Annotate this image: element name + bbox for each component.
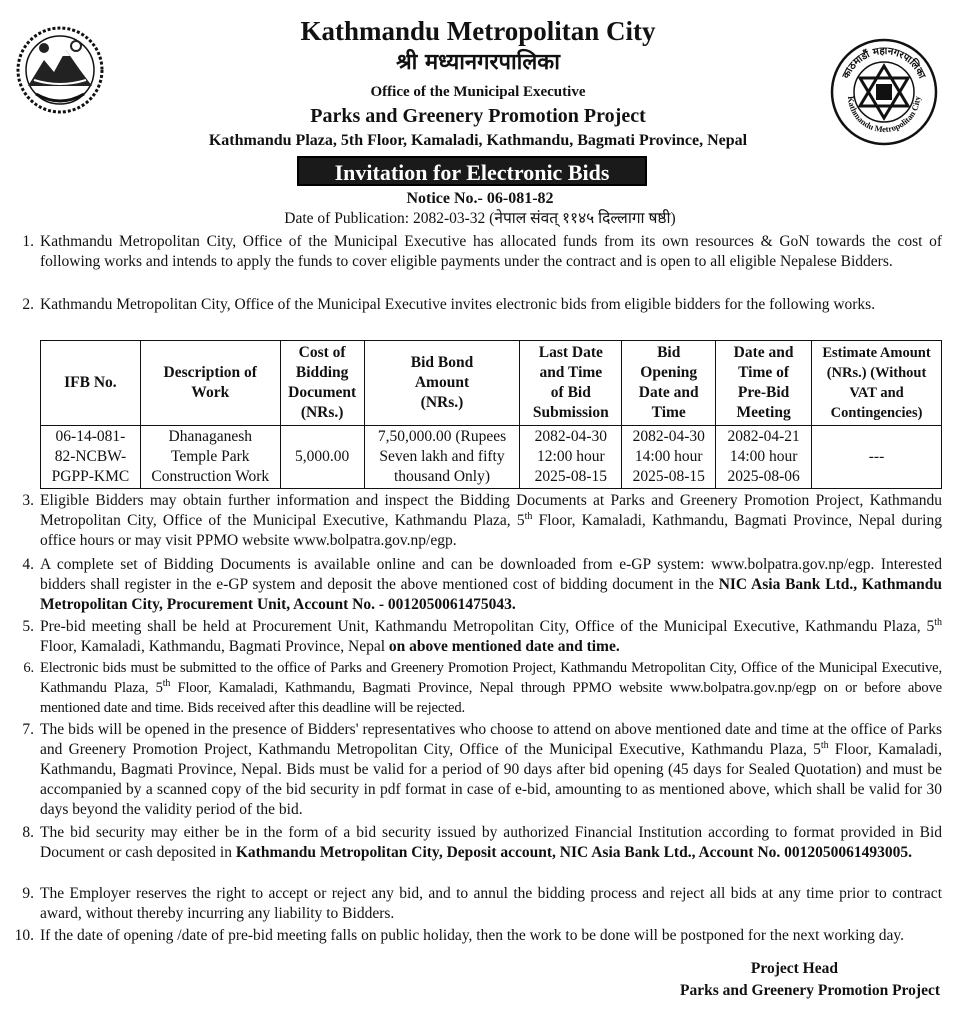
signatory-title: Project Head: [750, 960, 838, 977]
clause-number: 10.: [14, 927, 34, 944]
cell-ifb-no: 06-14-081- 82-NCBW- PGPP-KMC: [41, 426, 141, 489]
kmc-seal-icon: [828, 36, 940, 148]
cell-prebid: 2082-04-21 14:00 hour 2025-08-06: [716, 426, 812, 489]
cell-estimate: ---: [812, 426, 942, 489]
header-estimate: Estimate Amount (NRs.) (Without VAT and Contingencies): [812, 341, 942, 426]
table-row: [41, 426, 942, 489]
clause-text: Kathmandu Metropolitan City, Office of the Municipal Executive invites electronic bids from eligible bidders for the following works.: [40, 296, 876, 313]
clause-3: 3. Eligible Bidders may obtain further information and inspect the Bidding Documents at Parks and Greenery Promotion Project, Kathmandu Metropolitan City, Office of the Municipal Executive, Kathmandu Plaza, 5th Floor, Kamaladi, Kathmandu, Bagmati Province, Nepal during office hours or may visit PPMO website www.bolpatra.gov.np/egp.: [40, 491, 942, 551]
project-name: Parks and Greenery Promotion Project: [310, 105, 646, 127]
cell-last-date: 2082-04-30 12:00 hour 2025-08-15: [520, 426, 622, 489]
cell-opening: 2082-04-30 14:00 hour 2025-08-15: [622, 426, 716, 489]
clause-text: Kathmandu Metropolitan City, Office of the Municipal Executive has allocated funds from its own resources & GoN towards the cost of following works and intends to apply the funds to cover eligible payments under the contract and is open to all eligible Nepalese Bidders.: [40, 233, 942, 270]
office-address: Kathmandu Plaza, 5th Floor, Kamaladi, Kathmandu, Bagmati Province, Nepal: [208, 132, 748, 149]
svg-text:Kathmandu Metropolitan City: [846, 95, 922, 134]
header-ifb-no: IFB No.: [41, 341, 141, 426]
clause-number: 1.: [22, 233, 34, 250]
clause-8: 8. The bid security may either be in the form of a bid security issued by authorized Financial Institution according to format provided in Bid Document or cash deposited in Kathmandu Metropolitan City, Deposit account, NIC Asia Bank Ltd., Account No. 0012050061493005.: [40, 823, 942, 863]
seal-bottom-text: Kathmandu Metropolitan City: [845, 95, 923, 135]
org-title-nepali: श्री मध्यानगरपालिका: [396, 50, 560, 75]
notice-number: Notice No.- 06-081-82: [406, 190, 554, 207]
clause-9: 9. The Employer reserves the right to accept or reject any bid, and to annul the bidding process and reject all bids at any time prior to contract award, without thereby incurring any liability to Bidders.: [40, 884, 942, 924]
clause-7: 7. The bids will be opened in the presence of Bidders' representatives who choose to attend on above mentioned date and time at the office of Parks and Greenery Promotion Project, Kathmandu Metropolitan City, Office of the Municipal Executive, Kathmandu Plaza, 5th Floor, Kamaladi, Kathmandu, Bagmati Province, Nepal. Bids must be valid for a period of 90 days after bid opening (45 days for Sealed Quotation) and must be accompanied by a scanned copy of the bid security in pdf format in case of e-bid, amounting to as mentioned above, which shall be valid for 30 days beyond the validity period of the bid.: [40, 720, 942, 820]
seal-top-text: काठमाडौं महानगरपालिका: [840, 45, 928, 81]
nepal-emblem-icon: [14, 24, 106, 116]
header-cost: Cost of Bidding Document (NRs.): [280, 341, 364, 426]
cell-bid-bond: 7,50,000.00 (Rupees Seven lakh and fifty thousand Only): [364, 426, 520, 489]
publication-date: Date of Publication: 2082-03-32 (नेपाल संवत् ११४५ दिल्लागा षष्ठी): [284, 210, 676, 227]
clause-6: 6. Electronic bids must be submitted to the office of Parks and Greenery Promotion Project, Kathmandu Metropolitan City, Office of the Municipal Executive, Kathmandu Plaza, 5th Floor, Kamaladi, Kathmandu, Bagmati Province, Nepal through PPMO website www.bolpatra.gov.np/egp on or before above mentioned date and time. Bids received after this deadline will be rejected.: [40, 658, 942, 718]
clause-number: 6.: [23, 660, 34, 676]
header-prebid: Date and Time of Pre-Bid Meeting: [716, 341, 812, 426]
clause-number: 8.: [22, 824, 34, 841]
cell-description: Dhanaganesh Temple Park Construction Work: [140, 426, 280, 489]
clause-10: 10. If the date of opening /date of pre-bid meeting falls on public holiday, then the work to be done will be postponed for the next working day.: [40, 926, 942, 946]
clause-number: 9.: [22, 885, 34, 902]
clause-number: 5.: [22, 618, 34, 635]
header-last-date: Last Date and Time of Bid Submission: [520, 341, 622, 426]
cell-cost: 5,000.00: [280, 426, 364, 489]
header-bid-bond: Bid Bond Amount (NRs.): [364, 341, 520, 426]
office-name: Office of the Municipal Executive: [370, 84, 586, 100]
clause-number: 7.: [22, 721, 34, 738]
signatory-office: Parks and Greenery Promotion Project: [679, 982, 940, 999]
clause-number: 4.: [22, 556, 34, 573]
clause-1: [22, 232, 942, 272]
header-opening: Bid Opening Date and Time: [622, 341, 716, 426]
clause-number: 3.: [22, 492, 34, 509]
bid-works-table: [40, 340, 942, 489]
notice-banner: Invitation for Electronic Bids: [297, 156, 647, 186]
clause-5: 5. Pre-bid meeting shall be held at Procurement Unit, Kathmandu Metropolitan City, Office of the Municipal Executive, Kathmandu Plaza, 5th Floor, Kamaladi, Kathmandu, Bagmati Province, Nepal on above mentioned date and time.: [40, 617, 942, 657]
header-description: Description of Work: [140, 341, 280, 426]
org-title: Kathmandu Metropolitan City: [300, 16, 656, 46]
clause-4: 4. A complete set of Bidding Documents is available online and can be downloaded from e-GP system: www.bolpatra.gov.np/egp. Interested bidders shall register in the e-GP system and deposit the above mentioned cost of bidding document in the NIC Asia Bank Ltd., Kathmandu Metropolitan City, Procurement Unit, Account No. - 0012050061475043.: [40, 555, 942, 615]
clause-number: 2.: [22, 296, 34, 313]
table-header-row: [41, 341, 942, 426]
clause-2: [22, 295, 942, 315]
